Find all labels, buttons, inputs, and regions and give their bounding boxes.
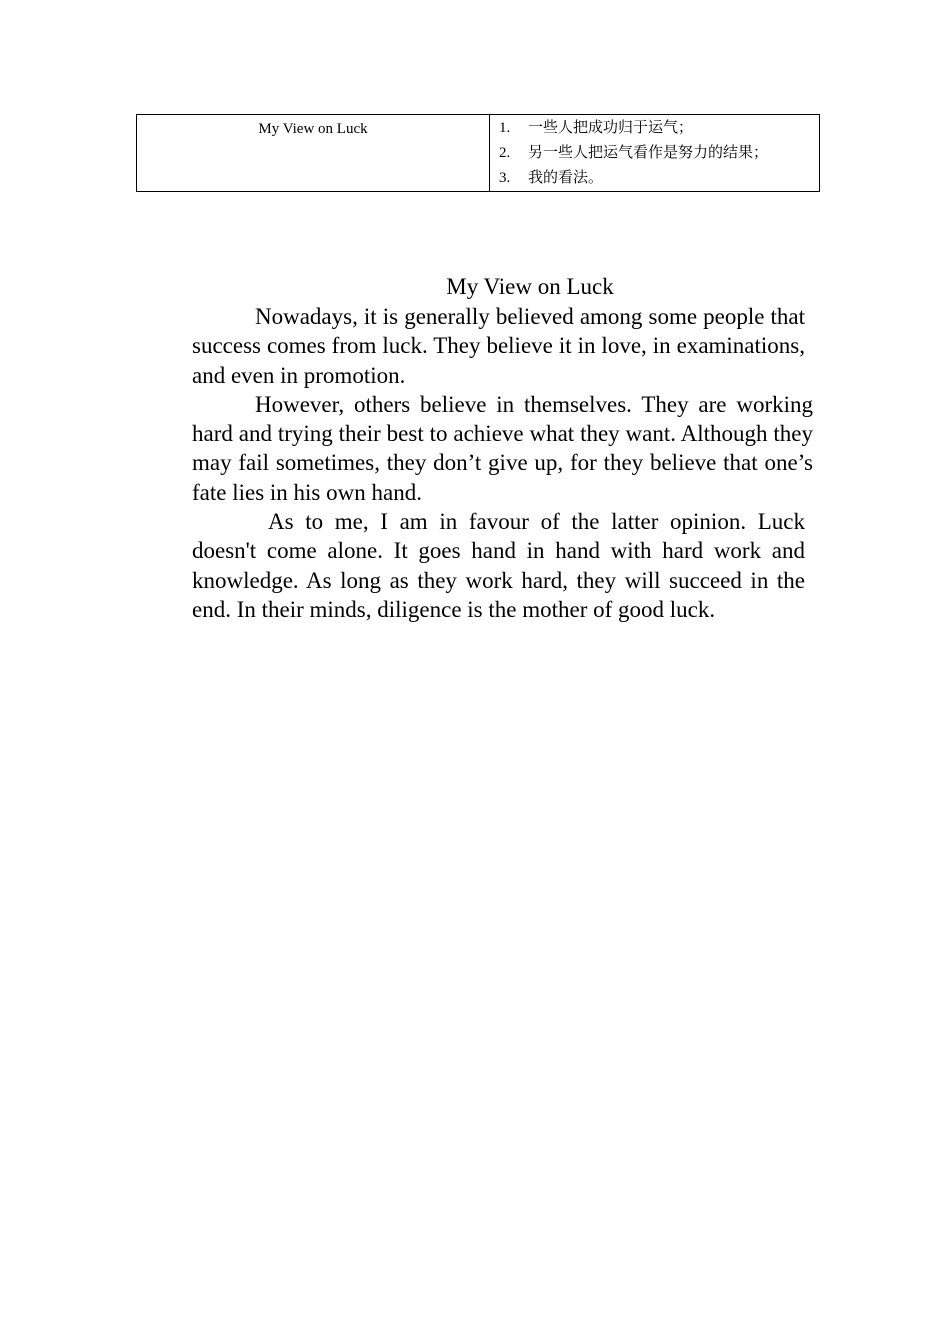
outline-point-text: 一些人把成功归于运气； [528,120,694,136]
outline-topic-cell [137,115,490,192]
outline-point [490,116,819,141]
outline-point-number: 2. [499,145,511,161]
outline-point [490,141,819,166]
outline-table [136,114,820,192]
essay-title: My View on Luck [446,274,614,299]
outline-point [490,166,819,191]
outline-point-text: 我的看法。 [528,170,604,186]
outline-topic: My View on Luck [258,121,368,137]
outline-points-cell [490,115,820,192]
essay-paragraph: Nowadays, it is generally believed among some people that success comes from luck. They believe it in love, in examinations, and even in promotion. [192,304,805,388]
outline-point-text: 另一些人把运气看作是努力的结果； [528,145,769,161]
essay-paragraph: However, others believe in themselves. They are working hard and trying their best to achieve what they want. Although they may fail sometimes, they don’t give up, for they believe that one’s fate lies in his own hand. [192,391,813,505]
outline-row [137,115,820,192]
outline-point-number: 1. [499,120,511,136]
essay-paragraph: As to me, I am in favour of the latter opinion. Luck doesn't come alone. It goes hand in hand with hard work and knowledge. As long as they work hard, they will succeed in the end. In their minds, diligence is the mother of good luck. [192,509,805,622]
essay [192,272,813,624]
outline-point-number: 3. [499,170,511,186]
